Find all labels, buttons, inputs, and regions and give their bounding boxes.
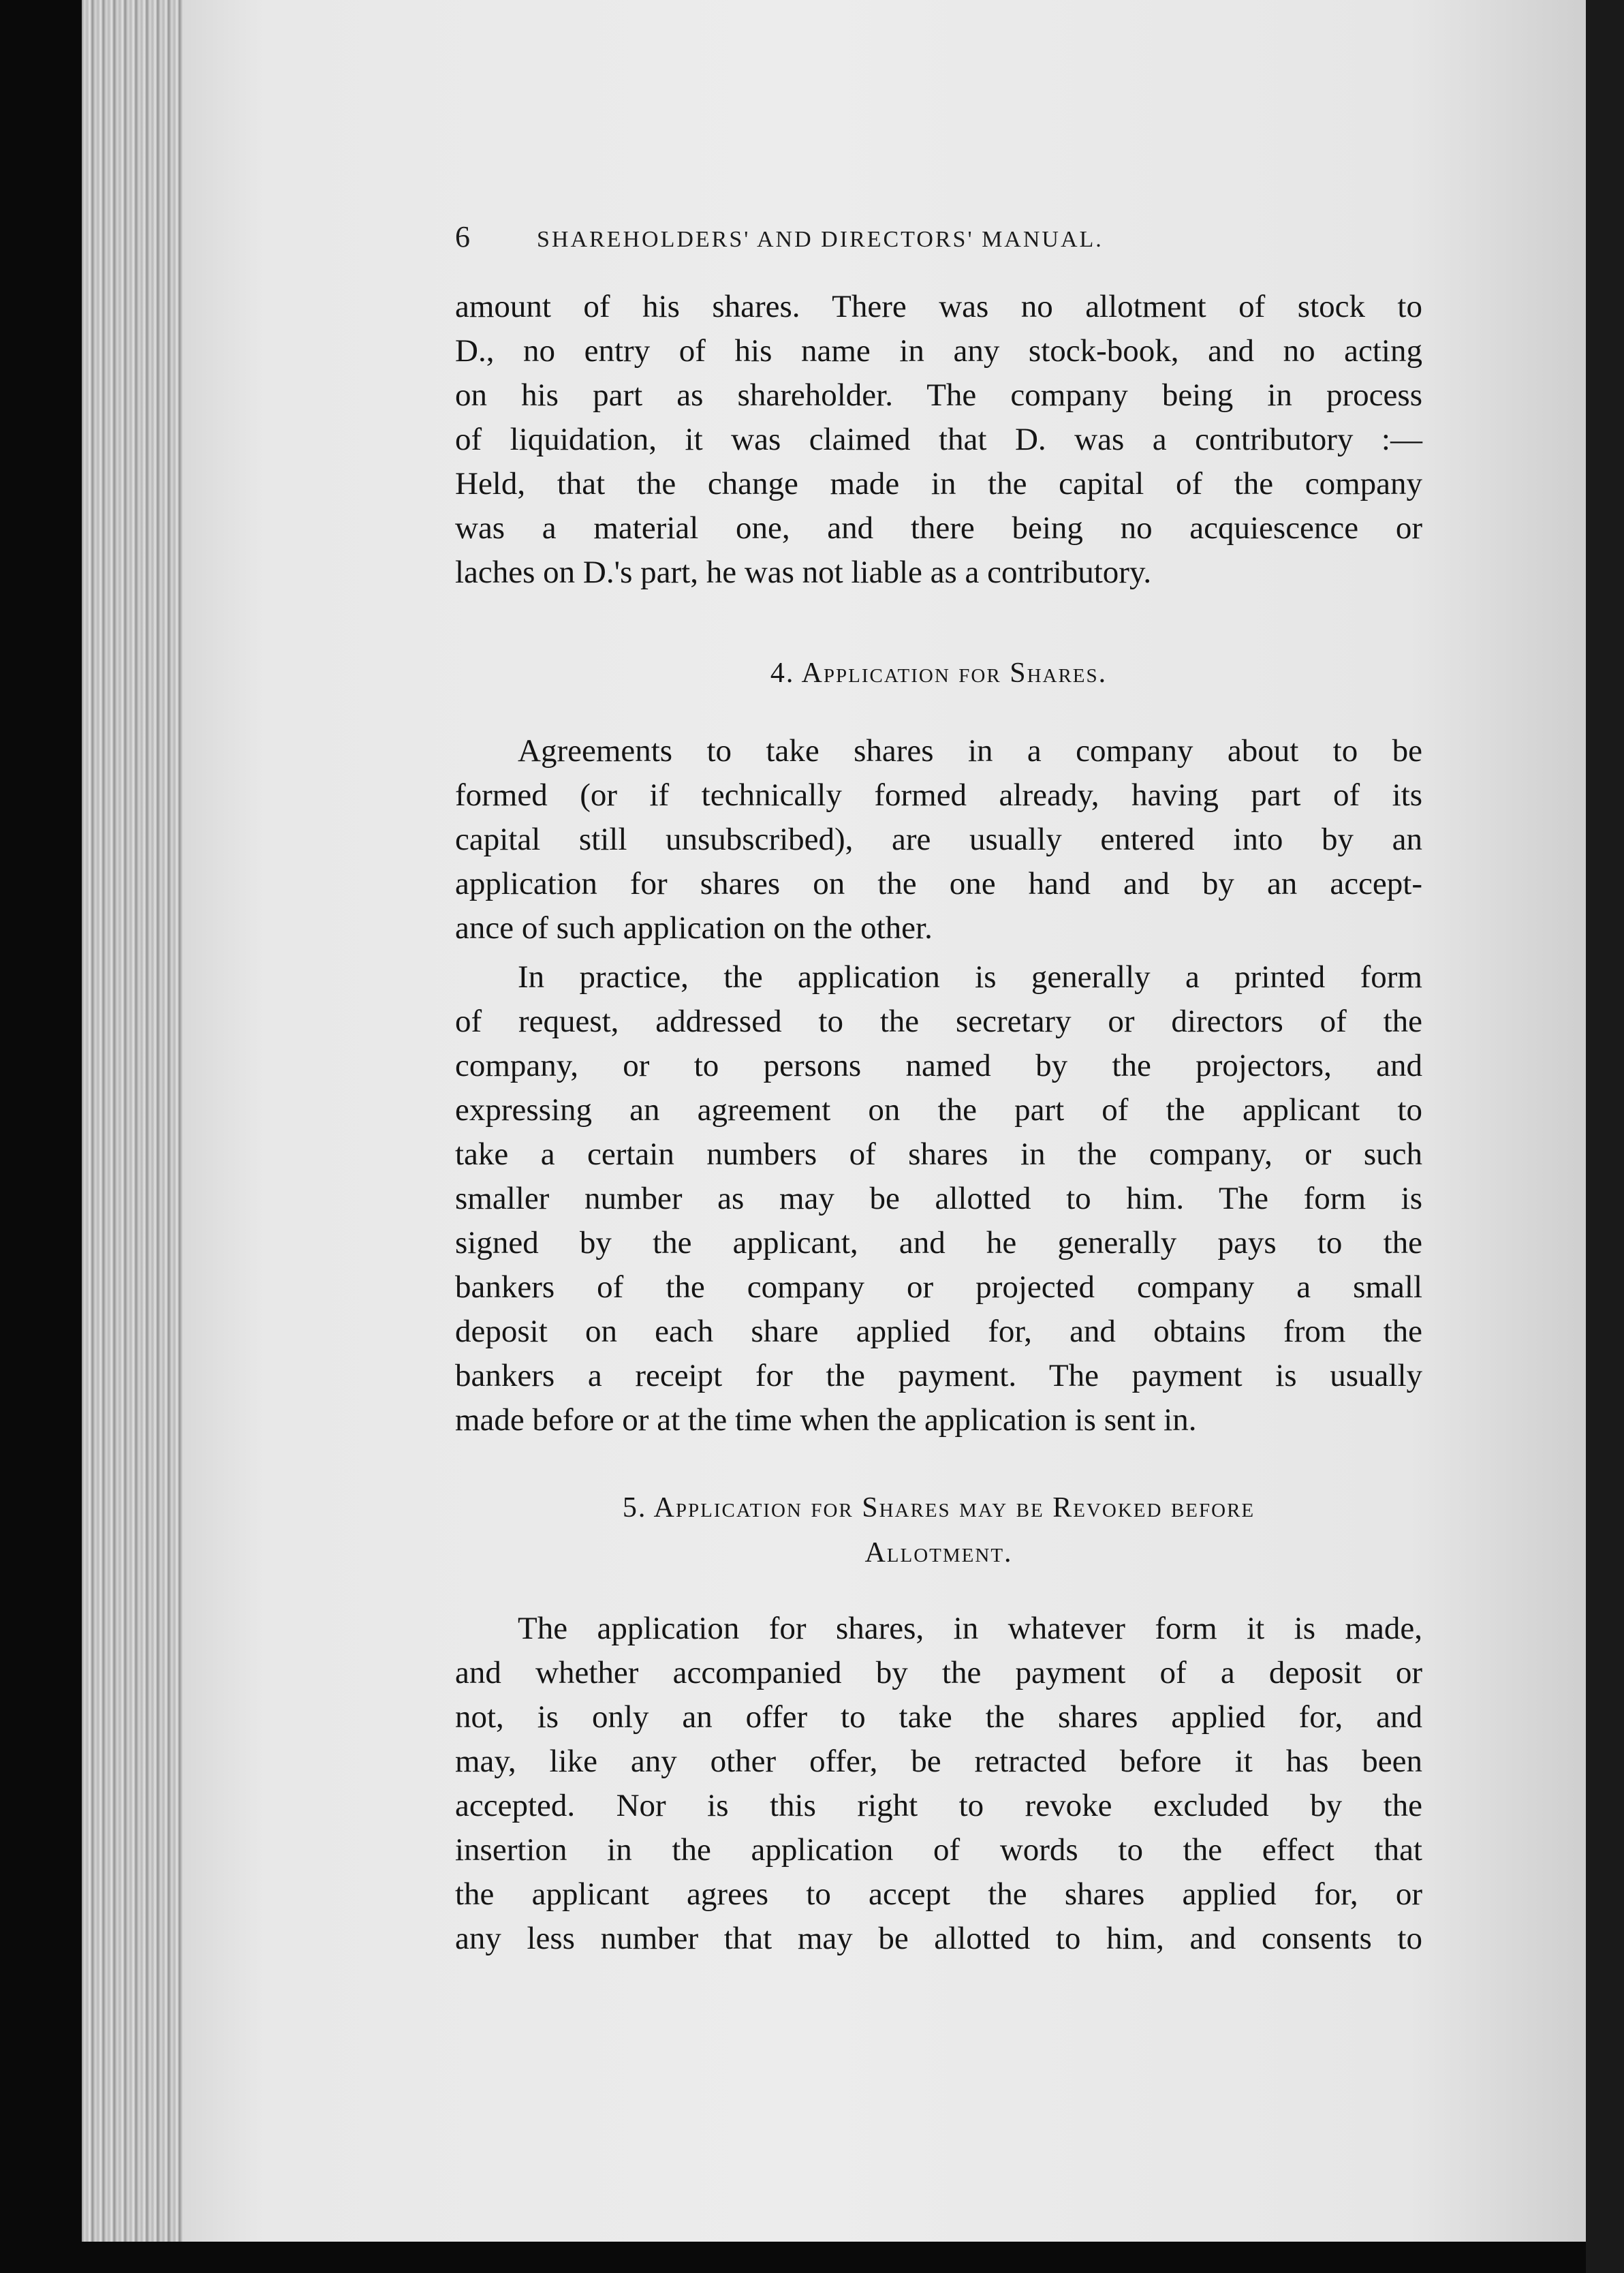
text-line: was a material one, and there being no acquiescence or (455, 510, 1422, 546)
heading-line: 4. Application for Shares. (770, 658, 1108, 689)
running-title: SHAREHOLDERS' AND DIRECTORS' MANUAL. (537, 227, 1104, 252)
text-line: ance of such application on the other. (455, 910, 933, 946)
text-line: bankers a receipt for the payment. The payment is usually (455, 1358, 1422, 1393)
text-line: accepted. Nor is this right to revoke excluded by the (455, 1788, 1422, 1823)
text-line: The application for shares, in whatever form it is made, (518, 1611, 1422, 1646)
text-line: In practice, the application is generally a printed form (518, 959, 1422, 995)
section-heading-4 (455, 651, 1422, 696)
text-line: insertion in the application of words to the effect that (455, 1832, 1422, 1868)
section-heading-5 (455, 1485, 1422, 1575)
text-line: of liquidation, it was claimed that D. was a contributory :— (455, 422, 1422, 457)
intro-paragraph (455, 285, 1422, 595)
text-line: on his part as shareholder. The company being in process (455, 377, 1422, 413)
text-line: any less number that may be allotted to him, and consents to (455, 1921, 1422, 1956)
text-line: of request, addressed to the secretary or directors of the (455, 1004, 1422, 1039)
text-line: capital still unsubscribed), are usually entered into by an (455, 822, 1422, 857)
page-edges (82, 0, 188, 2242)
text-line: company, or to persons named by the projectors, and (455, 1048, 1422, 1083)
facing-page-edge (1586, 0, 1624, 2273)
heading-line: 5. Application for Shares may be Revoked before (622, 1492, 1255, 1524)
text-line: laches on D.'s part, he was not liable as a contributory. (455, 555, 1152, 590)
section-4-paragraph-2 (455, 955, 1422, 1442)
section-4-paragraph-1 (455, 729, 1422, 950)
text-line: amount of his shares. There was no allotment of stock to (455, 289, 1422, 324)
text-line: Agreements to take shares in a company about to be (518, 733, 1422, 769)
text-line: signed by the applicant, and he generally pays to the (455, 1225, 1422, 1261)
running-header (455, 219, 1313, 254)
text-line: not, is only an offer to take the shares applied for, and (455, 1699, 1422, 1735)
text-line: take a certain numbers of shares in the company, or such (455, 1136, 1422, 1172)
text-line: deposit on each share applied for, and obtains from the (455, 1314, 1422, 1349)
text-line: and whether accompanied by the payment of a deposit or (455, 1655, 1422, 1690)
text-line: application for shares on the one hand and by an accept- (455, 866, 1422, 901)
text-line: bankers of the company or projected company a small (455, 1269, 1422, 1305)
text-line: made before or at the time when the application is sent in. (455, 1402, 1197, 1438)
section-5-paragraph-1 (455, 1607, 1422, 1961)
text-line: formed (or if technically formed already, having part of its (455, 777, 1422, 813)
text-line: Held, that the change made in the capital of the company (455, 466, 1422, 501)
text-line: may, like any other offer, be retracted before it has been (455, 1744, 1422, 1779)
text-line: the applicant agrees to accept the shares applied for, or (455, 1876, 1422, 1912)
heading-line: Allotment. (864, 1537, 1013, 1568)
text-line: smaller number as may be allotted to him. The form is (455, 1181, 1422, 1216)
text-line: expressing an agreement on the part of the applicant to (455, 1092, 1422, 1128)
page-number: 6 (455, 220, 470, 253)
text-line: D., no entry of his name in any stock-book, and no acting (455, 333, 1422, 369)
